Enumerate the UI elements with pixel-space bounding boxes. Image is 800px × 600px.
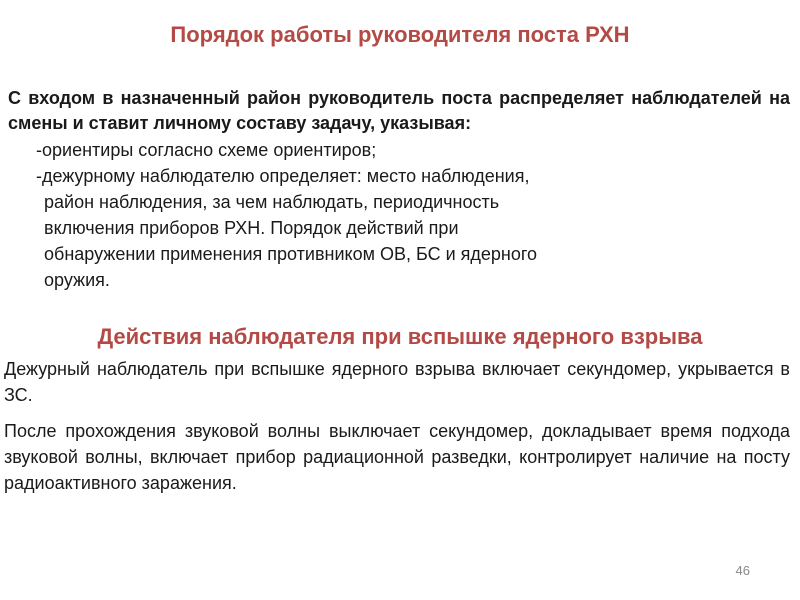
page-number: 46 xyxy=(735,563,750,578)
intro-paragraph: С входом в назначенный район руководитель поста распределяет наблюдателей на смены и ставит личному составу задачу, указывая: xyxy=(8,88,790,133)
paragraph-flash-actions: Дежурный наблюдатель при вспышке ядерного взрыва включает секундомер, укрывается в ЗС. xyxy=(4,359,790,405)
section-heading: Действия наблюдателя при вспышке ядерного взрыва xyxy=(97,324,703,349)
list-item-landmarks xyxy=(36,137,776,163)
task-list xyxy=(36,137,776,293)
list-item-continuation: обнаружении применения противником ОВ, БС и ядерного xyxy=(44,244,538,264)
list-item-text: -ориентиры согласно схеме ориентиров; xyxy=(36,140,377,160)
list-item-continuation: оружия. xyxy=(44,270,110,290)
list-item-continuation: включения приборов РХН. Порядок действий при xyxy=(44,218,459,238)
paragraph-sound-wave: После прохождения звуковой волны выключает секундомер, докладывает время подхода звуковой волны, включает прибор радиационной разведки, контролирует наличие на посту радиоактивного заражения. xyxy=(4,421,790,493)
list-item-continuation: район наблюдения, за чем наблюдать, периодичность xyxy=(44,192,500,212)
slide-title: Порядок работы руководителя поста РХН xyxy=(170,22,630,47)
list-item-text: -дежурному наблюдателю определяет: место наблюдения, xyxy=(36,166,530,186)
list-item-observer-duty xyxy=(36,163,776,293)
